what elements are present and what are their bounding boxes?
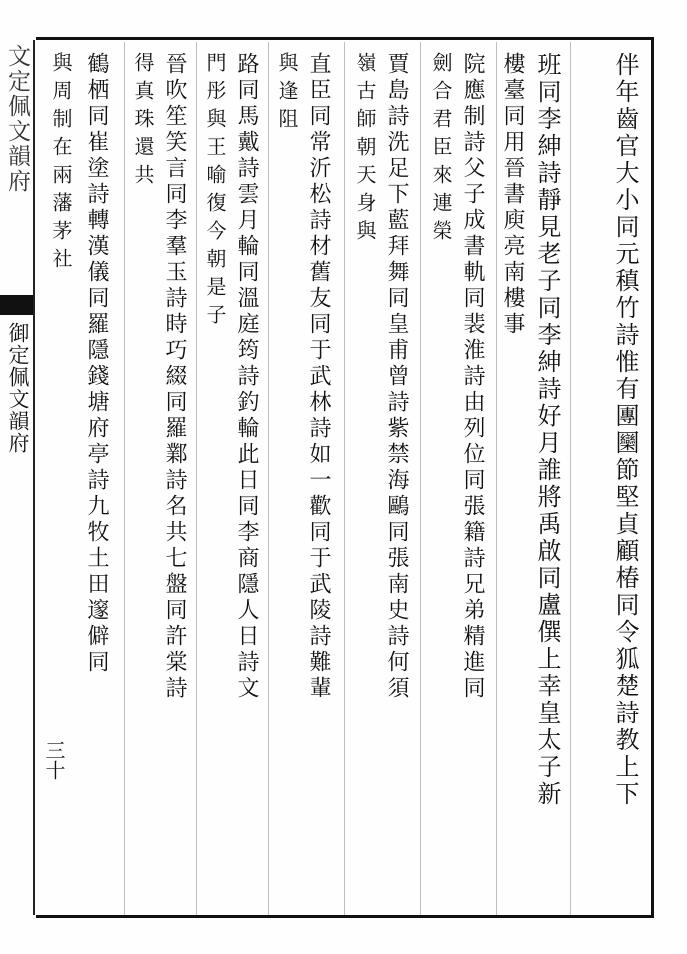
column-2b <box>498 52 530 912</box>
column-6b <box>202 52 232 912</box>
column-divider <box>196 42 197 915</box>
top-border-rule <box>36 37 654 40</box>
column-5b <box>274 52 304 912</box>
column-divider <box>496 42 497 915</box>
column-3b-text: 劍合君臣來連榮 <box>429 52 453 248</box>
page-number: 三十 <box>42 740 66 780</box>
column-7 <box>160 52 200 912</box>
column-5-text: 直臣同常沂松詩材舊友同于武林詩如一歡同于武陵詩難輩 <box>306 52 331 702</box>
bottom-border-rule <box>36 915 654 918</box>
column-1 <box>610 52 650 912</box>
column-1-text: 伴年齒官大小同元稹竹詩惟有團圞節堅貞顧椿同令狐楚詩教上下 <box>611 52 639 808</box>
column-5b-text: 與逢阻 <box>275 52 299 136</box>
margin-divider-line <box>33 40 35 915</box>
column-divider <box>344 42 345 915</box>
column-2b-text: 樓臺同用晉書庾亮南樓事 <box>500 52 525 338</box>
column-7b <box>130 52 160 912</box>
column-4-text: 賈島詩洗足下藍拜舞同皇甫曾詩紫禁海鷗同張南史詩何須 <box>384 52 409 702</box>
column-3-text: 院應制詩父子成書軌同裴淮詩由列位同張籍詩兄弟精進同 <box>460 52 485 702</box>
column-divider <box>420 42 421 915</box>
margin-header-text: 文定佩文韻府 <box>4 44 30 194</box>
column-4b <box>352 52 382 912</box>
column-7b-text: 得真珠還共 <box>131 52 155 192</box>
margin-book-title: 御定佩文韻府 <box>6 322 30 454</box>
column-6 <box>232 52 272 912</box>
column-3 <box>458 52 496 912</box>
column-divider <box>268 42 269 915</box>
column-8b-text: 與周制在兩藩茅社 <box>49 52 73 276</box>
right-border-rule <box>651 37 654 918</box>
column-4b-text: 嶺古師朝天身與 <box>353 52 377 248</box>
margin-fishtail-mark <box>0 295 33 315</box>
column-8 <box>82 52 128 912</box>
column-8-text: 鶴栖同崔塗詩轉漢儀同羅隱錢塘府亭詩九牧土田邃僻同 <box>84 52 109 676</box>
text-columns <box>36 44 650 912</box>
column-2-text: 班同李紳詩靜見老子同李紳詩好月誰將禹啟同盧僎上幸皇太子新 <box>533 52 561 808</box>
column-8b <box>48 52 80 912</box>
column-6b-text: 門彤與王喻復今朝是子 <box>203 52 227 332</box>
column-7-text: 晉吹笙笑言同李羣玉詩時巧綴同羅鄴詩名共七盤同許棠詩 <box>162 52 187 702</box>
column-divider <box>124 42 125 915</box>
column-divider <box>570 42 571 915</box>
column-3b <box>428 52 458 912</box>
column-6-text: 路同馬戴詩雲月輪同溫庭筠詩釣輪此日同李商隱人日詩文 <box>234 52 259 702</box>
